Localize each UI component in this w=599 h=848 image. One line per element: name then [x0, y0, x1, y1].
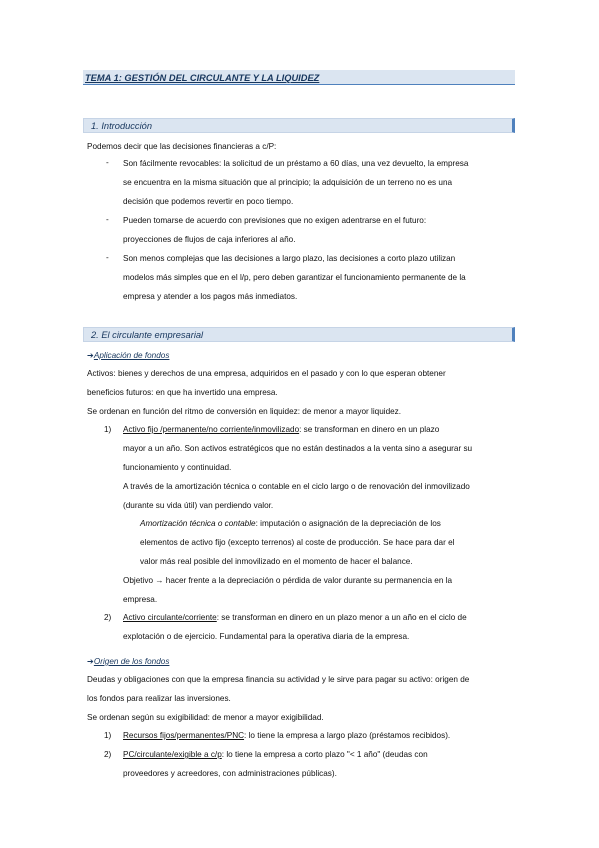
bullet-1-line-2: se encuentra en la misma situación que al principio; la adquisición de un terreno no es una	[123, 178, 453, 187]
recursos-fijos-line	[123, 730, 450, 741]
bullet-3-line-1: Son menos complejas que las decisiones a largo plazo, las decisiones a corto plazo utilizan	[123, 254, 456, 263]
activos-line-2: beneficios futuros: en que ha invertido una empresa.	[87, 388, 278, 397]
amortizacion-text: : imputación o asignación de la depreciación de los	[255, 519, 441, 528]
bullet-2-line-1: Pueden tomarse de acuerdo con previsiones que no exigen adentrarse en el futuro:	[123, 216, 427, 225]
deudas-line-2: los fondos para realizar las inversiones.	[87, 694, 231, 703]
aplicacion-subheading	[87, 350, 169, 361]
bullet-dash: -	[106, 253, 109, 262]
item-number: 2)	[104, 613, 112, 622]
activo-fijo-text: : se transforman en dinero en un plazo	[299, 425, 440, 434]
section-heading-circulante: 2. El circulante empresarial	[83, 327, 515, 342]
bullet-3-line-3: empresa y atender a los pagos más inmediatos.	[123, 292, 298, 301]
arrow-icon: ➔	[87, 351, 94, 360]
section-heading-introduccion: 1. Introducción	[83, 118, 515, 133]
title-text: TEMA 1: GESTIÓN DEL CIRCULANTE Y LA LIQUIDEZ	[85, 73, 320, 83]
bullet-1-line-3: decisión que podemos revertir en poco tiempo.	[123, 197, 294, 206]
objetivo-line-2: empresa.	[123, 595, 158, 604]
activo-fijo-line-5: (durante su vida útil) van perdiendo valor.	[123, 501, 274, 510]
activo-fijo-line-3: funcionamiento y continuidad.	[123, 463, 232, 472]
activo-fijo-line-1	[123, 424, 439, 435]
bullet-1-line-1: Son fácilmente revocables: la solicitud de un préstamo a 60 días, una vez devuelto, la empresa	[123, 159, 469, 168]
deudas-line-1: Deudas y obligaciones con que la empresa financia su actividad y le sirve para pagar su activo: origen de	[87, 675, 470, 684]
bullet-dash: -	[106, 158, 109, 167]
recursos-fijos-label: Recursos fijos/permanentes/PNC	[123, 731, 245, 740]
origen-label: Origen de los fondos	[93, 657, 170, 666]
ordenan-exigibilidad: Se ordenan según su exigibilidad: de menor a mayor exigibilidad.	[87, 713, 324, 722]
bullet-2-line-2: proyecciones de flujos de caja inferiores al año.	[123, 235, 296, 244]
activo-circulante-label: Activo circulante/corriente	[123, 613, 217, 622]
amortizacion-line-3: valor más real posible del inmovilizado en el momento de hacer el balance.	[140, 557, 413, 566]
activo-circulante-text: : se transforman en dinero en un plazo menor a un año en el ciclo de	[216, 613, 467, 622]
aplicacion-label: Aplicación de fondos	[93, 351, 170, 360]
activos-line-1	[87, 368, 446, 379]
activos-label: Activos	[87, 369, 114, 378]
activo-fijo-line-2: mayor a un año. Son activos estratégicos que no están destinados a la venta sino a asegurar su	[123, 444, 473, 453]
amortizacion-label: Amortización técnica o contable	[140, 519, 256, 528]
pasivo-circulante-text: : lo tiene la empresa a corto plazo "< 1 año" (deudas con	[221, 750, 428, 759]
pasivo-circulante-line-1	[123, 749, 428, 760]
objetivo-line-1: Objetivo → hacer frente a la depreciación o pérdida de valor durante su permanencia en la	[123, 576, 453, 585]
activo-circulante-line-1	[123, 612, 467, 623]
activo-circulante-line-2: explotación o de ejercicio. Fundamental para la operativa diaria de la empresa.	[123, 632, 410, 641]
item-number: 1)	[104, 425, 112, 434]
amortizacion-line-1	[140, 518, 441, 529]
intro-paragraph: Podemos decir que las decisiones financieras a c/P:	[87, 142, 277, 151]
item-number: 1)	[104, 731, 112, 740]
recursos-fijos-text: : lo tiene la empresa a largo plazo (préstamos recibidos).	[244, 731, 451, 740]
amortizacion-line-2: elementos de activo fijo (excepto terrenos) al coste de producción. Se hace para dar el	[140, 538, 455, 547]
pasivo-circulante-line-2: proveedores y acreedores, con administraciones públicas).	[123, 769, 337, 778]
activo-fijo-line-4: A través de la amortización técnica o contable en el ciclo largo o de renovación del inmovilizado	[123, 482, 470, 491]
ordenan-liquidez: Se ordenan en función del ritmo de conversión en liquidez: de menor a mayor liquidez.	[87, 407, 402, 416]
activo-fijo-label: Activo fijo /permanente/no corriente/inmovilizado	[123, 425, 300, 434]
bullet-dash: -	[106, 215, 109, 224]
pasivo-circulante-label: PC/circulante/exigible a c/p	[123, 750, 222, 759]
arrow-icon: ➔	[87, 657, 94, 666]
activos-text: : bienes y derechos de una empresa, adquiridos en el pasado y con lo que esperan obtener	[113, 369, 446, 378]
document-title	[83, 70, 515, 85]
item-number: 2)	[104, 750, 112, 759]
origen-subheading	[87, 656, 169, 667]
bullet-3-line-2: modelos más simples que en el l/p, pero deben garantizar el funcionamiento permanente de la	[123, 273, 466, 282]
